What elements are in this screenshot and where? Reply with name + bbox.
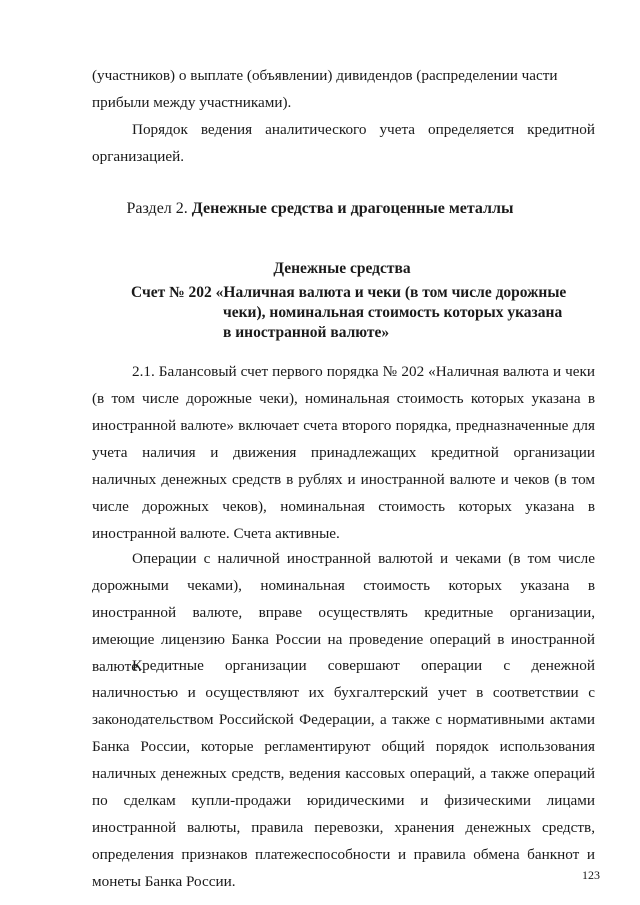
section-heading <box>0 197 640 221</box>
section-prefix: Раздел 2. <box>126 200 188 217</box>
account-title-line-2: чеки), номинальная стоимость которых указана <box>223 304 563 321</box>
account-title-line-1: Счет № 202 «Наличная валюта и чеки (в том числе дорожные <box>131 284 567 301</box>
account-title-line-3: в иностранной валюте» <box>223 324 390 341</box>
subsection-title: Денежные средства <box>273 260 411 277</box>
accounting-paragraph: Порядок ведения аналитического учета определяется кредитной организацией. <box>92 121 595 165</box>
section-title: Денежные средства и драгоценные металлы <box>191 200 514 217</box>
paragraph-2-1: 2.1. Балансовый счет первого порядка № 202 «Наличная валюта и чеки (в том числе дорожные чеки), номинальная стоимость которых указана в иностранной валюте» включает счета второго порядка, предназначенные для учета наличия и движения принадлежащих кредитной организации наличных денежных средств в рублях и иностранной валюте и чеков (в том числе дорожных чеков), номинальная стоимость которых указана в иностранной валюте. Счета активные. <box>92 363 595 542</box>
operations-paragraph: Операции с наличной иностранной валютой и чеками (в том числе дорожными чеками), номинальная стоимость которых указана в иностранной валюте, вправе осуществлять кредитные организации, имеющие лицензию Банка России на проведение операций в иностранной валюте. <box>92 550 595 675</box>
page-number: 123 <box>582 868 600 882</box>
intro-paragraph <box>92 62 595 116</box>
intro-line-1: (участников) о выплате (объявлении) дивидендов (распределении части <box>92 67 558 84</box>
account-title <box>0 283 640 343</box>
credit-organizations-paragraph: Кредитные организации совершают операции с денежной наличностью и осуществляют их бухгалтерский учет в соответствии с законодательством Российской Федерации, а также с нормативными актами Банка России, которые регламентируют общий порядок использования наличных денежных средств, ведения кассовых операций, а также операций по сделкам купли-продажи юридическими и физическими лицами иностранной валюты, правила перевозки, хранения денежных средств, определения признаков платежеспособности и правила обмена банкнот и монеты Банка России. <box>92 657 595 890</box>
intro-line-2: прибыли между участниками). <box>92 94 292 111</box>
